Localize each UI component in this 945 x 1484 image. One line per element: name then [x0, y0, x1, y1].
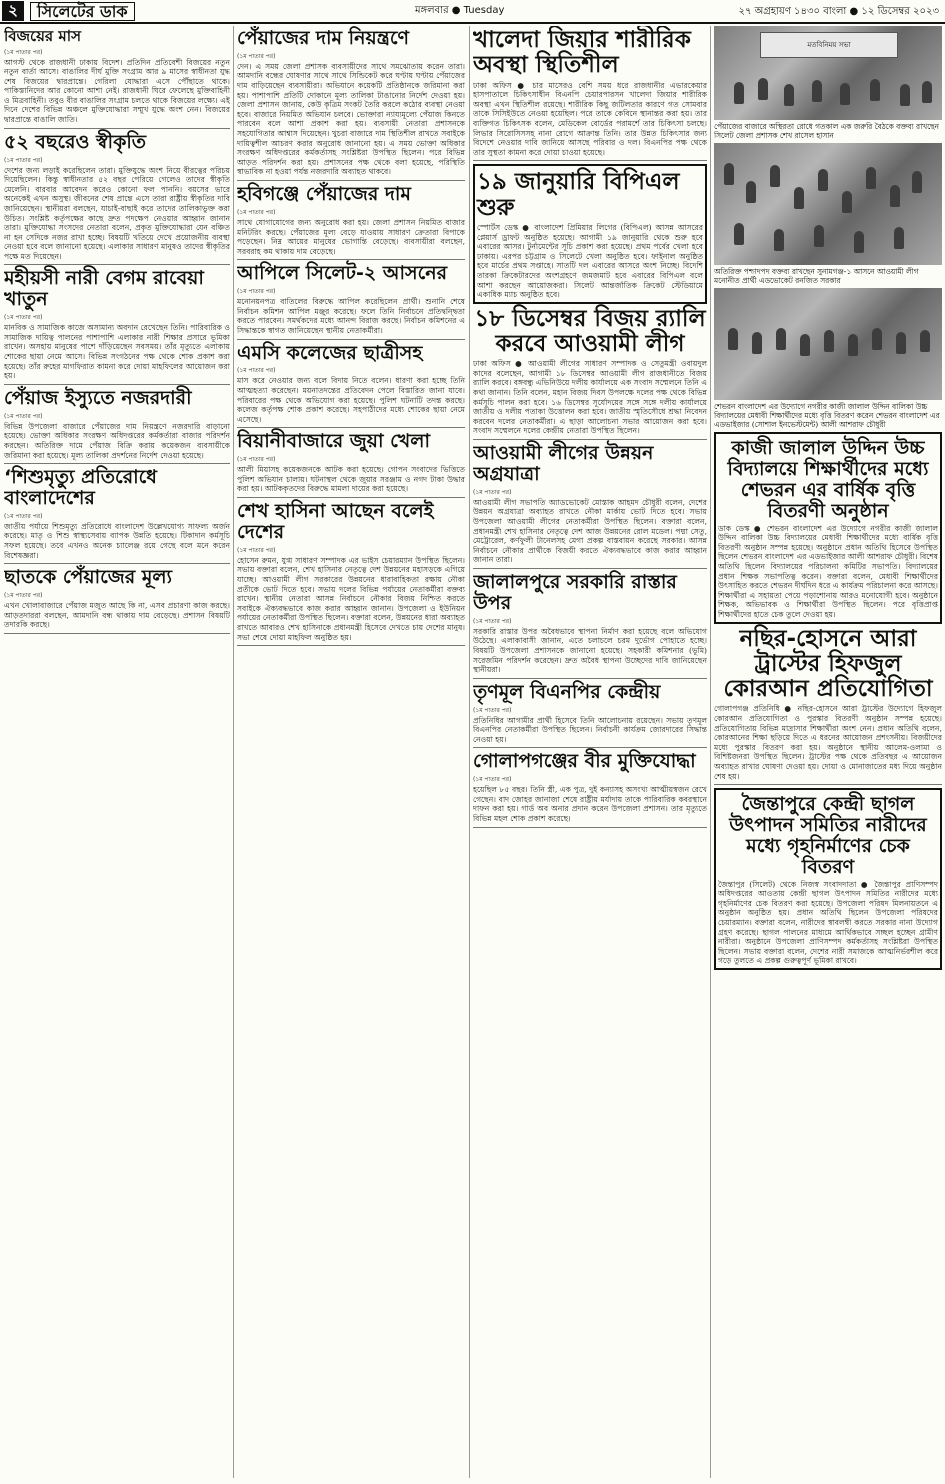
story-body: দেন। এ সময় জেলা প্রশাসক ব্যবসায়ীদের সাথে সমঝোতায় করেন তারা। আমদানি বন্ধের ঘোষণার সাথে সাথে সিন্ডিকেট করে ঘণ্টায় ঘণ্টায় পেঁয়াজের দাম বাড়িয়েছেন ব্যবসায়ীরা। অভিযানে কয়েকটি প্রতিষ্ঠানকে জরিমানা করা হয়। পাশাপাশি প্রতিটি দোকানে মূল্য তালিকা টাঙানোর নির্দেশ দেওয়া হয়। জেলা প্রশাসন জানায়, কেউ কৃত্রিম সংকট তৈরি করলে কঠোর ব্যবস্থা নেওয়া হবে। বাজারে নিয়মিত অভিযান চলবে। ভোক্তারা ন্যায্যমূল্যে পেঁয়াজ কিনতে পারবেন বলে আশা প্রকাশ করা হয়। ব্যবসায়ী নেতারা প্রশাসনকে সহযোগিতার আশ্বাস দিয়েছেন। খুচরা বাজারে দাম স্থিতিশীল রাখতে সবাইকে দায়িত্বশীল আচরণ করার অনুরোধ জানানো হয়। এ সময় ভোক্তা অধিকার সংরক্ষণ অধিদপ্তরের কর্মকর্তাসহ সংশ্লিষ্টরা উপস্থিত ছিলেন। পরে বিভিন্ন আড়ত পরিদর্শন করা হয়। প্রশাসনের পক্ষ থেকে বলা হয়েছে, পরিস্থিতি স্বাভাবিক না হওয়া পর্যন্ত নজরদারি অব্যাহত থাকবে।	[237, 61, 465, 177]
story-body: জৈন্তাপুর (সিলেট) থেকে নিজস্ব সংবাদদাতা ● জৈন্তাপুর প্রাণিসম্পদ অধিদপ্তরের আওতায় কেন্দ্রী ছাগল উৎপাদন সমিতির নারীদের মধ্যে গৃহনির্মাণের চেক বিতরণ করা হয়েছে। উপজেলা পরিষদ মিলনায়তনে এ অনুষ্ঠান অনুষ্ঠিত হয়। প্রধান অতিথি ছিলেন উপজেলা পরিষদের চেয়ারম্যান। বক্তারা বলেন, নারীদের স্বাবলম্বী করতে সরকার নানা উদ্যোগ গ্রহণ করেছে। ছাগল পালনের মাধ্যমে আর্থিকভাবে সচ্ছল হচ্ছেন গ্রামীণ নারীরা। অনুষ্ঠানে উপজেলা প্রাণিসম্পদ কর্মকর্তাসহ সংশ্লিষ্টরা উপস্থিত ছিলেন। সভায় বক্তারা বলেন, দেশের নারী সমাজকে আত্মনির্ভরশীল করে গড়ে তুলতে এ প্রকল্প গুরুত্বপূর্ণ ভূমিকা রাখবে।	[718, 879, 938, 966]
story	[473, 443, 707, 569]
page-number: ২	[2, 1, 24, 21]
story-headline[interactable]: বিয়ানীবাজারে জুয়া খেলা	[237, 430, 430, 453]
story	[237, 431, 465, 498]
story-headline[interactable]: তৃণমূল বিএনপির কেন্দ্রীয়	[473, 680, 661, 703]
story-headline[interactable]: বিজয়ের মাস	[4, 27, 81, 45]
story-dateline: (১ম পাতার পর)	[4, 512, 43, 520]
story	[4, 268, 230, 384]
column-3	[473, 26, 707, 1478]
photo-banner: মতবিনিময় সভা	[760, 32, 899, 58]
story-body: মানবিক ও সামাজিক কাজে অসামান্য অবদান রেখেছেন তিনি। পারিবারিক ও সামাজিক দায়িত্ব পালনের পাশাপাশি এলাকার নারী শিক্ষার প্রসারে ভূমিকা রাখেন। অসহায় মানুষের পাশে দাঁড়িয়েছেন সবসময়। তাঁর মৃত্যুতে এলাকায় শোকের ছায়া নেমে আসে। বিভিন্ন সংগঠনের পক্ষ থেকে শোক প্রকাশ করা হয়েছে। তাঁর রুহের মাগফিরাত কামনা করে দোয়া মাহফিলের আয়োজন করা হয়।	[4, 323, 230, 381]
story-body: গোলাপগঞ্জ প্রতিনিধি ● নছির-হোসনে আরা ট্রাস্টের উদ্যোগে হিফজুল কোরআন প্রতিযোগিতা ও পুরস্কার বিতরণী অনুষ্ঠান সম্পন্ন হয়েছে। প্রতিযোগিতায় বিভিন্ন মাদ্রাসার শিক্ষার্থীরা অংশ নেন। প্রধান অতিথি বলেন, কোরআনের শিক্ষা ছড়িয়ে দিতে এ ধরনের আয়োজন প্রশংসনীয়। বিজয়ীদের মধ্যে পুরস্কার বিতরণ করা হয়। অনুষ্ঠানে স্থানীয় আলেম-ওলামা ও বিশিষ্টজনরা উপস্থিত ছিলেন। ট্রাস্টের পক্ষ থেকে প্রতিবছর এ আয়োজন অব্যাহত রাখার ঘোষণা দেওয়া হয়। দোয়া ও মোনাজাতের মধ্য দিয়ে অনুষ্ঠান শেষ হয়।	[714, 704, 942, 781]
column-divider	[710, 26, 711, 1478]
story-headline[interactable]: হবিগঞ্জে পেঁয়াজের দাম	[237, 183, 411, 206]
story-dateline: (১ম পাতার পর)	[4, 48, 43, 56]
story-dateline: (১ম পাতার পর)	[473, 706, 512, 714]
story-body: সরকারি রাস্তার উপর অবৈধভাবে স্থাপনা নির্মাণ করা হয়েছে বলে অভিযোগ উঠেছে। এলাকাবাসী জানান, এতে চলাচলে চরম দুর্ভোগ পোহাতে হচ্ছে। বিষয়টি উপজেলা প্রশাসনকে জানানো হয়েছে। সহকারী কমিশনার (ভূমি) সরেজমিন পরিদর্শন করেছেন। দ্রুত অবৈধ স্থাপনা উচ্ছেদের দাবি জানিয়েছেন স্থানীয়রা।	[473, 626, 707, 675]
story-headline[interactable]: নছির-হোসনে আরা ট্রাস্টের হিফজুল কোরআন প্রতিযোগিতা	[723, 625, 933, 703]
story-headline[interactable]: ৫২ বছরেও স্বীকৃতি	[4, 130, 147, 153]
day-label: মঙ্গলবার ● Tuesday	[415, 5, 505, 16]
story-headline[interactable]: ১৯ জানুয়ারি বিপিএল শুরু	[477, 169, 680, 221]
story	[4, 388, 230, 464]
story-headline[interactable]: শেখ হাসিনা আছেন বলেই দেশের	[237, 500, 434, 543]
story	[714, 432, 942, 624]
story-dateline: (১ম পাতার পর)	[473, 488, 512, 496]
story-headline[interactable]: কাজী জালাল উদ্দিন উচ্চ বিদ্যালয়ে শিক্ষার্থীদের মধ্যে শেভরন এর বার্ষিক বৃত্তি বিতরণী অনুষ্ঠান	[727, 437, 929, 522]
story-headline[interactable]: খালেদা জিয়ার শারীরিক অবস্থা স্থিতিশীল	[473, 27, 691, 79]
column-divider	[469, 26, 470, 1478]
story	[237, 28, 465, 181]
story-headline[interactable]: ১৮ ডিসেম্বর বিজয় র‍্যালি করবে আওয়ামী লীগ	[474, 305, 706, 357]
story-headline[interactable]: আপিলে সিলেট-২ আসনের	[237, 262, 448, 285]
story-headline[interactable]: পেঁয়াজ ইস্যুতে নজরদারী	[4, 386, 192, 409]
story-headline[interactable]: আওয়ামী লীগের উন্নয়ন অগ্রযাত্রা	[473, 442, 654, 485]
story	[473, 307, 707, 440]
story-body: প্রতিনিধির আগামীর প্রার্থী হিসেবে তিনি আলোচনায় রয়েছেন। সভায় তৃণমূল বিএনপির নেতাকর্মীরা উপস্থিত ছিলেন। নির্বাচনী কার্যক্রম জোরদারের সিদ্ধান্ত নেওয়া হয়।	[473, 715, 707, 744]
story-body: হোসেন রুমন, যুগ্ম সাধারণ সম্পাদক এর ভাইস চেয়ারম্যান উপস্থিত ছিলেন। সভায় বক্তারা বলেন, শেখ হাসিনার নেতৃত্বে দেশ উন্নয়নের মহাসড়কে এগিয়ে যাচ্ছে। আওয়ামী লীগ সরকারের উন্নয়নের ধারাবাহিকতা রক্ষায় নৌকা প্রতীকে ভোট দিতে হবে। সভায় দলের বিভিন্ন পর্যায়ের নেতাকর্মীরা বক্তব্য রাখেন। স্থানীয় নেতারা আসন্ন নির্বাচনে নৌকার বিজয় নিশ্চিত করতে সবাইকে ঐক্যবদ্ধভাবে কাজ করার আহ্বান জানান। উপজেলা ও ইউনিয়ন পর্যায়ের নেতাকর্মীরা উপস্থিত ছিলেন। বক্তারা বলেন, উন্নয়নের ধারা অব্যাহত রাখতে আবারও শেখ হাসিনাকে প্রধানমন্ত্রী হিসেবে দেখতে চায় দেশের মানুষ। সভা শেষে দোয়া মাহফিল অনুষ্ঠিত হয়।	[237, 555, 465, 642]
story-dateline: (১ম পাতার পর)	[237, 367, 276, 375]
story	[237, 343, 465, 429]
story-dateline: (১ম পাতার পর)	[473, 617, 512, 625]
story-dateline: (১ম পাতার পর)	[237, 546, 276, 554]
story-body: আগস্ট থেকে রাজধানী ঢাকায় বিদেশ। প্রতিদিন প্রতিবেশী বিজয়ের নতুন নতুন বার্তা আসে। বাঙালির দীর্ঘ মুক্তি সংগ্রাম আর ৯ মাসের স্বাধীনতা যুদ্ধ শেষ বিজয়ের দ্বারপ্রান্তে। গেরিলা যোদ্ধারা এসে পৌঁছাতে থাকে। পাকিস্তানিদের আর কোনো আশা নেই। রাজধানী ঘিরে ফেলেছে মুক্তিবাহিনী ও মিত্রবাহিনী। তবুও বীর বাঙালির সংগ্রাম চলতে থাকে বিজয়ের লক্ষ্যে। এই দিনে দেশের বিভিন্ন অঞ্চলে মুক্তিযোদ্ধারা সম্মুখ যুদ্ধে অংশ নেন। বিজয়ের দ্বারপ্রান্তে বাঙালি জাতি।	[4, 57, 230, 125]
story-headline[interactable]: এমসি কলেজের ছাত্রীসহ	[237, 341, 423, 364]
column-2	[237, 26, 465, 1478]
story-dateline: (১ম পাতার পর)	[4, 156, 43, 164]
story-dateline: (১ম পাতার পর)	[237, 52, 276, 60]
story	[714, 788, 942, 970]
story	[237, 501, 465, 646]
story-body: বিভিন্ন উপজেলা বাজারে পেঁয়াজের দাম নিয়ন্ত্রণে নজরদারি বাড়ানো হয়েছে। ভোক্তা অধিকার সংরক্ষণ অধিদপ্তরের কর্মকর্তারা বাজার পরিদর্শন করছেন। অতিরিক্ত দামে পেঁয়াজ বিক্রি করায় কয়েকজন ব্যবসায়ীকে জরিমানা করা হয়েছে। মূল্য তালিকা প্রদর্শনের নির্দেশ দেওয়া হয়েছে।	[4, 421, 230, 460]
story	[237, 184, 465, 260]
story-body: মনোনয়নপত্র বাতিলের বিরুদ্ধে আপিল করেছিলেন প্রার্থী। শুনানি শেষে নির্বাচন কমিশন আপিল মঞ্জুর করেছে। ফলে তিনি নির্বাচনে প্রতিদ্বন্দ্বিতা করতে পারবেন। সমর্থকদের মধ্যে আনন্দ বিরাজ করছে। নির্বাচন কমিশনের এ সিদ্ধান্তকে স্বাগত জানিয়েছেন স্থানীয় নেতাকর্মীরা।	[237, 297, 465, 335]
story-headline[interactable]: ‘শিশুমৃত্যু প্রতিরোধে বাংলাদেশের	[4, 466, 157, 509]
story	[4, 567, 230, 634]
story-headline[interactable]: জৈন্তাপুরে কেন্দ্রী ছাগল উৎপাদন সমিতির নারীদের মধ্যে গৃহনির্মাণের চেক বিতরণ	[729, 793, 927, 878]
masthead	[0, 0, 945, 24]
story-headline[interactable]: পেঁয়াজের দাম নিয়ন্ত্রণে	[237, 27, 409, 49]
story-body: সাথে যোগাযোগের জন্য অনুরোধ করা হয়। জেলা প্রশাসন নিয়মিত বাজার মনিটরিং করছে। পেঁয়াজের মূল্য বেড়ে যাওয়ায় সাধারণ ক্রেতারা বিপাকে পড়েছেন। নিম্ন আয়ের মানুষের ভোগান্তি বেড়েছে। ব্যবসায়ীরা বলছেন, সরবরাহ কম থাকায় দাম বেড়েছে।	[237, 217, 465, 256]
story	[714, 627, 942, 786]
story-body: এখন খোলাবাজারে পেঁয়াজ মজুত আছে কি না, এসব প্রচারণা কাজ করছে। আড়তদাররা বলছেন, আমদানি বন্ধ থাকায় দাম বেড়েছে। প্রশাসন বিষয়টি তদারকি করছে।	[4, 601, 230, 630]
story-dateline: (১ম পাতার পর)	[237, 456, 276, 464]
story-body: দেশের জন্য লড়াই করেছিলেন তারা। মুক্তিযুদ্ধে অংশ নিয়ে বীরত্বের পরিচয় দিয়েছিলেন। কিন্তু স্বাধীনতার ৫২ বছর পেরিয়ে গেলেও তাদের স্বীকৃতি মেলেনি। বারবার আবেদন করেও কোনো ফল পাননি। বয়সের ভারে অনেকেই এখন অসুস্থ। জীবনের শেষ প্রান্তে এসে তারা রাষ্ট্রীয় স্বীকৃতির দাবি জানিয়েছেন। স্থানীয়রা বলছেন, যাচাই-বাছাই করে তাদের তালিকাভুক্ত করা উচিত। সংশ্লিষ্ট কর্তৃপক্ষের কাছে দ্রুত পদক্ষেপ নেওয়ার আহ্বান জানান তারা। মুক্তিযোদ্ধা সংসদের নেতারা বলেন, প্রকৃত মুক্তিযোদ্ধারা যেন বঞ্চিত না হন সেদিকে নজর রাখা হচ্ছে। বিষয়টি খতিয়ে দেখে প্রয়োজনীয় ব্যবস্থা নেওয়া হবে বলে জানানো হয়েছে। এলাকার সাধারণ মানুষও তাদের স্বীকৃতির পক্ষে মত দিয়েছেন।	[4, 165, 230, 261]
story-headline[interactable]: ছাতকে পেঁয়াজের মূল্য	[4, 566, 173, 589]
story-headline[interactable]: জালালপুরে সরকারি রাস্তার উপর	[473, 570, 677, 614]
story-body: মাস করে নেওয়ার জন্য বলে বিদায় নিতে বলেন। ধারণা করা হচ্ছে তিনি আত্মহত্যা করেছেন। ময়নাতদন্তের প্রতিবেদন পেলে বিস্তারিত জানা যাবে। পরিবারের পক্ষ থেকে অভিযোগ করা হয়েছে। পুলিশ ঘটনাটি তদন্ত করছে। কলেজ কর্তৃপক্ষ শোক প্রকাশ করেছে। সহপাঠীদের মধ্যে শোকের ছায়া নেমে এসেছে।	[237, 376, 465, 424]
story	[237, 263, 465, 339]
column-1	[4, 26, 230, 1478]
story-dateline: (১ম পাতার পর)	[4, 412, 43, 420]
newspaper-logo: সিলেটের ডাক	[30, 2, 135, 21]
story-body: আওয়ামী লীগ সভাপতি অ্যাডভোকেট মোস্তাক আহমদ চৌধুরী বলেন, দেশের উন্নয়ন অগ্রযাত্রা অব্যাহত রাখতে নৌকা মার্কায় ভোট দিতে হবে। সভায় উপজেলা আওয়ামী লীগের নেতাকর্মীরা উপস্থিত ছিলেন। বক্তারা বলেন, প্রধানমন্ত্রী শেখ হাসিনার নেতৃত্বে দেশ আজ উন্নয়নের রোল মডেল। পদ্মা সেতু, মেট্রোরেল, কর্ণফুলী টানেলসহ মেগা প্রকল্প বাস্তবায়ন করেছে সরকার। আসন্ন নির্বাচনে নৌকার প্রার্থীকে বিজয়ী করতে ঐক্যবদ্ধভাবে কাজ করার আহ্বান জানান তারা।	[473, 497, 707, 565]
story-dateline: (১ম পাতার পর)	[4, 592, 43, 600]
story-body: হয়েছিল ৮৫ বছর। তিনি স্ত্রী, এক পুত্র, দুই কন্যাসহ অসংখ্য আত্মীয়স্বজন রেখে গেছেন। বাদ জোহর জানাজা শেষে রাষ্ট্রীয় মর্যাদায় তাকে পারিবারিক কবরস্থানে দাফন করা হয়। গার্ড অব অনার প্রদান করেন উপজেলা প্রশাসন। তার মৃত্যুতে বিভিন্ন মহল শোক প্রকাশ করেছে।	[473, 785, 707, 824]
story-body: ডাক ডেস্ক ● শেভরন বাংলাদেশ এর উদ্যোগে নগরীর কাজী জালাল উদ্দিন বালিকা উচ্চ বিদ্যালয়ের মেধাবী শিক্ষার্থীদের মধ্যে বার্ষিক বৃত্তি বিতরণী অনুষ্ঠান সম্পন্ন হয়েছে। অনুষ্ঠানে প্রধান অতিথি হিসেবে উপস্থিত ছিলেন শেভরন বাংলাদেশ এর এডভাইজার আলী আশরাফ চৌধুরী। বিশেষ অতিথি ছিলেন বিদ্যালয়ের পরিচালনা কমিটির সভাপতি। বিদ্যালয়ের প্রধান শিক্ষক সভাপতিত্ব করেন। বক্তারা বলেন, মেধাবী শিক্ষার্থীদের উৎসাহিত করতে শেভরন দীর্ঘদিন ধরে এ কার্যক্রম পরিচালনা করে আসছে। শিক্ষার্থীরা এ সহায়তা পেয়ে পড়াশোনায় আরও মনোযোগী হবে। অনুষ্ঠানে শিক্ষক, অভিভাবক ও শিক্ষার্থীরা উপস্থিত ছিলেন। পরে বৃত্তিপ্রাপ্ত শিক্ষার্থীদের হাতে চেক তুলে দেওয়া হয়।	[718, 523, 938, 619]
story	[473, 164, 707, 303]
column-divider	[233, 26, 234, 1478]
story-dateline: (১ম পাতার পর)	[237, 208, 276, 216]
story	[4, 28, 230, 129]
story-headline[interactable]: মহীয়সী নারী বেগম রাবেয়া খাতুন	[4, 267, 204, 311]
story-headline[interactable]: গোলাপগঞ্জের বীর মুক্তিযোদ্ধা	[473, 750, 696, 773]
news-photo[interactable]	[714, 26, 942, 120]
news-photo[interactable]	[714, 288, 942, 400]
story	[473, 682, 707, 749]
story	[473, 28, 707, 161]
story-body: ঢাকা অফিস ● আওয়ামী লীগের সাধারণ সম্পাদক ও সেতুমন্ত্রী ওবায়দুল কাদের বলেছেন, আগামী ১৮ ডিসেম্বর আওয়ামী লীগ রাজধানীতে বিজয় র‍্যালি করবে। বঙ্গবন্ধু এভিনিউয়ে দলীয় কার্যালয়ে এক সংবাদ সম্মেলনে তিনি এ কথা জানান। তিনি বলেন, মহান বিজয় দিবস উপলক্ষে দলের পক্ষ থেকে বিভিন্ন কর্মসূচি পালন করা হবে। ১৬ ডিসেম্বর সূর্যোদয়ের সঙ্গে সঙ্গে দলীয় কার্যালয়ে জাতীয় ও দলীয় পতাকা উত্তোলন করা হবে। জাতীয় স্মৃতিসৌধে শ্রদ্ধা নিবেদন করবেন দলের নেতাকর্মীরা। এ ছাড়া আলোচনা সভার আয়োজন করা হবে। সংবাদ সম্মেলনে দলের কেন্দ্রীয় নেতারা উপস্থিত ছিলেন।	[473, 359, 707, 436]
date-label: ২৭ অগ্রহায়ণ ১৪৩০ বাংলা ● ১২ ডিসেম্বর ২০২৩	[738, 6, 939, 17]
story-body: ঢাকা অফিস ● চার মাসেরও বেশি সময় ধরে রাজধানীর এভারকেয়ার হাসপাতালে চিকিৎসাধীন বিএনপি চেয়ারপারসন খালেদা জিয়ার শারীরিক অবস্থা এখন স্থিতিশীল রয়েছে। শারীরিক কিছু জটিলতার কারণে গত সোমবার তাকে সিসিইউতে নেওয়া হয়েছিল। পরে তাকে কেবিনে স্থানান্তর করা হয়। তার ব্যক্তিগত চিকিৎসক বলেন, মেডিকেল বোর্ডের পরামর্শে তার চিকিৎসা চলছে। লিভার সিরোসিসসহ নানা রোগে আক্রান্ত তিনি। তার উন্নত চিকিৎসার জন্য বিদেশে নেওয়ার দাবি জানিয়ে আসছে পরিবার ও দল। বিএনপির পক্ষ থেকে তার সুস্থতা কামনা করে দোয়া চাওয়া হয়েছে।	[473, 80, 707, 157]
photo-caption: অতিরিক্ত পশ্চাদপদ বক্তব্য রাখছেন সুনামগঞ্জ-১ আসনে আওয়ামী লীগ মনোনীত প্রার্থী এডভোকেট রনজিত সরকার	[714, 267, 919, 285]
story	[473, 572, 707, 679]
news-photo[interactable]	[714, 143, 942, 265]
story-body: স্পোর্টস ডেস্ক ● বাংলাদেশ প্রিমিয়ার লিগের (বিপিএল) আসন্ন আসরের প্লেয়ার্স ড্রাফট অনুষ্ঠিত হয়েছে। আগামী ১৯ জানুয়ারি থেকে শুরু হবে এবারের আসর। টুর্নামেন্টের সূচি প্রকাশ করা হয়েছে। প্রথম পর্বের খেলা হবে ঢাকায়। এরপর চট্টগ্রাম ও সিলেটে খেলা অনুষ্ঠিত হবে। ফাইনাল অনুষ্ঠিত হবে মার্চের প্রথম সপ্তাহে। সাতটি দল এবারের আসরে অংশ নিচ্ছে। বিদেশি তারকা ক্রিকেটারদের অংশগ্রহণে জমজমাট হবে এবারের বিপিএল বলে আশা করছেন আয়োজকরা। সিলেট আন্তর্জাতিক ক্রিকেট স্টেডিয়ামে একাধিক ম্যাচ অনুষ্ঠিত হবে।	[477, 222, 703, 300]
photo-caption: পেঁয়াজের বাজারে অস্থিরতা রোধে গতকাল এক জরুরি বৈঠকে বক্তব্য রাখছেন সিলেট জেলা প্রশাসক শেখ রাসেল হাসান	[714, 122, 939, 140]
story-dateline: (১ম পাতার পর)	[4, 314, 43, 322]
column-4	[714, 26, 942, 1478]
story-body: জাতীয় পর্যায়ে শিশুমৃত্যু প্রতিরোধে বাংলাদেশ উল্লেখযোগ্য সাফল্য অর্জন করেছে। মাতৃ ও শিশু স্বাস্থ্যসেবায় ব্যাপক উন্নতি হয়েছে। টিকাদান কর্মসূচি সফল হয়েছে। তবে এখনও অনেক চ্যালেঞ্জ রয়ে গেছে বলে মনে করেন বিশেষজ্ঞরা।	[4, 521, 230, 560]
photo-caption: শেভরন বাংলাদেশ এর উদ্যোগে নগরীর কাজী জালাল উদ্দিন বালিকা উচ্চ বিদ্যালয়ের মেধাবী শিক্ষার্থীদের মধ্যে বৃত্তি বিতরণ করেন শেভরন বাংলাদেশ এর এডভাইজার (সোশাল ইনভেস্টমেন্ট) আলী আশরাফ চৌধুরী	[714, 402, 940, 429]
story	[473, 751, 707, 827]
story-dateline: (১ম পাতার পর)	[237, 288, 276, 296]
story-dateline: (১ম পাতার পর)	[473, 776, 512, 784]
story	[4, 132, 230, 266]
story-body: আলী মিয়াসহ কয়েকজনকে আটক করা হয়েছে। গোপন সংবাদের ভিত্তিতে পুলিশ অভিযান চালায়। ঘটনাস্থল থেকে জুয়ার সরঞ্জাম ও নগদ টাকা উদ্ধার করা হয়। আটককৃতদের বিরুদ্ধে মামলা দায়ের করা হয়েছে।	[237, 465, 465, 494]
story	[4, 467, 230, 564]
